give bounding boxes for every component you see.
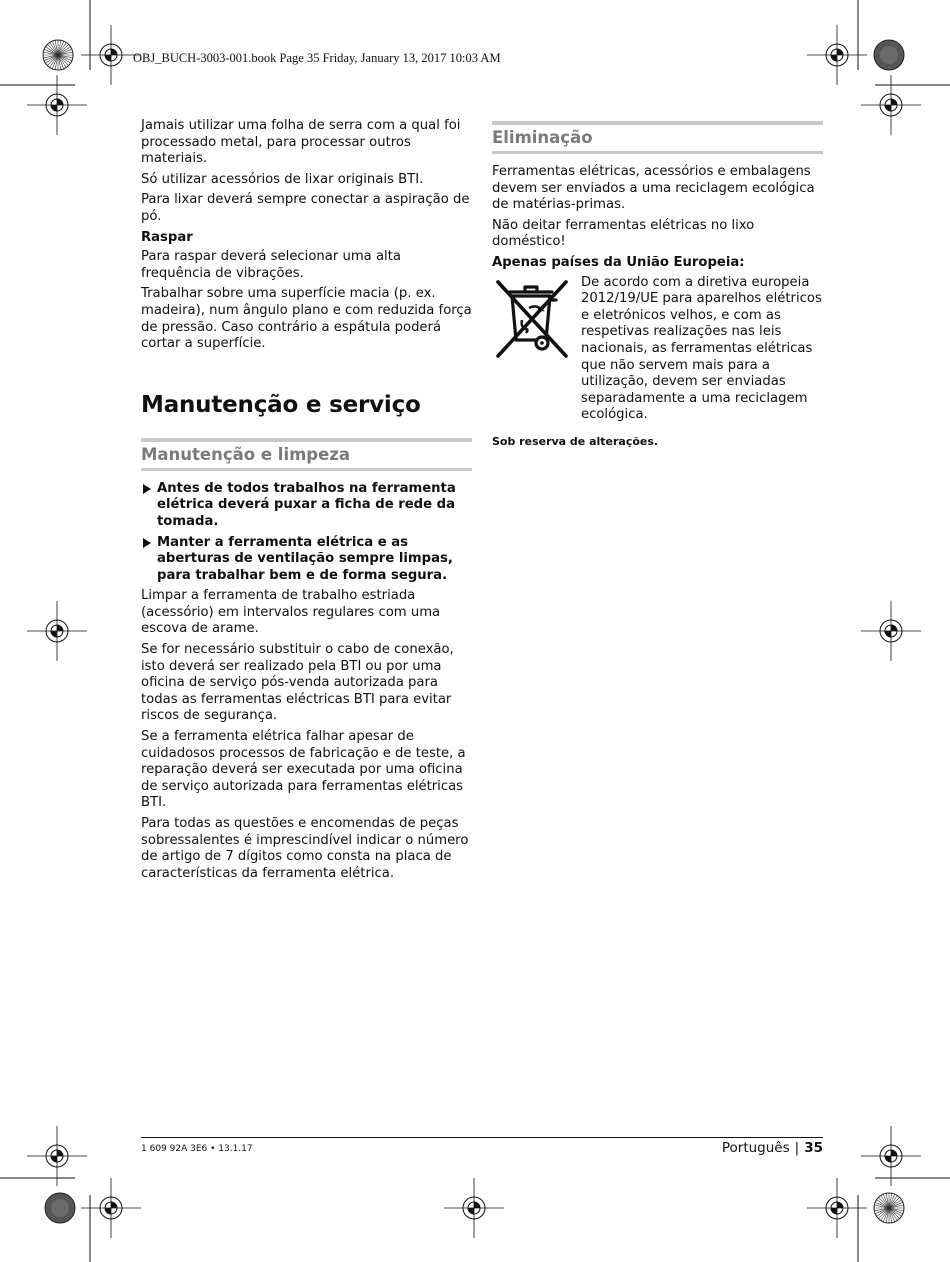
paragraph: Se a ferramenta elétrica falhar apesar de cuidadosos processos de fabricação e de teste, a reparação deverá ser executada por uma oficina de serviço autorizada para ferramentas elétricas BTI. xyxy=(141,729,466,811)
paragraph: Só utilizar acessórios de lixar originais BTI. xyxy=(141,171,424,187)
weee-notice xyxy=(492,275,823,424)
triangle-bullet-icon xyxy=(143,538,151,548)
reserve-note: Sob reserva de alterações. xyxy=(492,434,659,448)
warning-bullet xyxy=(141,535,472,585)
page-number: 35 xyxy=(804,1140,823,1156)
section-subtitle: Manutenção e limpeza xyxy=(141,438,472,471)
subheading-raspar: Raspar xyxy=(141,229,193,245)
bullet-text: Antes de todos trabalhos na ferramenta elétrica deverá puxar a ficha de rede da tomada. xyxy=(157,480,456,529)
subheading-eu: Apenas países da União Europeia: xyxy=(492,254,745,270)
paragraph: Para todas as questões e encomendas de peças sobressalentes é imprescindível indicar o número de artigo de 7 dígitos como consta na placa de características da ferramenta elétrica. xyxy=(141,816,469,881)
weee-text: De acordo com a diretiva europeia 2012/19/UE para aparelhos elétricos e eletrónicos velhos, e com as respetivas realizações nas leis nacionais, as ferramentas elétricas que não servem mais para a utilização, devem ser enviadas separadamente a uma reciclagem ecológica. xyxy=(581,274,822,423)
document-code: 1 609 92A 3E6 • 13.1.17 xyxy=(141,1144,253,1154)
warning-bullet xyxy=(141,481,472,531)
footer-rule xyxy=(141,1137,823,1138)
language-label: Português xyxy=(721,1140,790,1156)
paragraph: Limpar a ferramenta de trabalho estriada (acessório) em intervalos regulares com uma escova de arame. xyxy=(141,588,441,637)
paragraph: Não deitar ferramentas elétricas no lixo doméstico! xyxy=(492,217,755,250)
crossed-out-wheelie-bin-icon xyxy=(492,276,572,362)
paragraph: Trabalhar sobre uma superfície macia (p. ex. madeira), num ângulo plano e com reduzida força de pressão. Caso contrário a espátula poderá cortar a superfície. xyxy=(141,286,472,352)
paragraph: Se for necessário substituir o cabo de conexão, isto deverá ser realizado pela BTI ou por uma oficina de serviço pós-venda autorizada para todas as ferramentas eléctricas BTI para evitar riscos de segurança. xyxy=(141,642,454,724)
bullet-text: Manter a ferramenta elétrica e as aberturas de ventilação sempre limpas, para trabalhar bem e de forma segura. xyxy=(157,534,453,583)
section-title: Manutenção e serviço xyxy=(141,391,421,418)
footer-separator: | xyxy=(794,1140,800,1156)
triangle-bullet-icon xyxy=(143,484,151,494)
paragraph: Para lixar deverá sempre conectar a aspiração de pó. xyxy=(141,192,470,224)
section-subtitle: Eliminação xyxy=(492,121,823,154)
right-column xyxy=(492,121,823,451)
page-footer xyxy=(722,1140,823,1156)
paragraph: Jamais utilizar uma folha de serra com a qual foi processado metal, para processar outros materiais. xyxy=(141,118,461,167)
paragraph: Para raspar deverá selecionar uma alta frequência de vibrações. xyxy=(141,249,401,281)
print-header: OBJ_BUCH-3003-001.book Page 35 Friday, January 13, 2017 10:03 AM xyxy=(133,51,501,65)
paragraph: Ferramentas elétricas, acessórios e embalagens devem ser enviados a uma reciclagem ecológica de matérias-primas. xyxy=(492,164,815,213)
left-column xyxy=(141,118,472,886)
